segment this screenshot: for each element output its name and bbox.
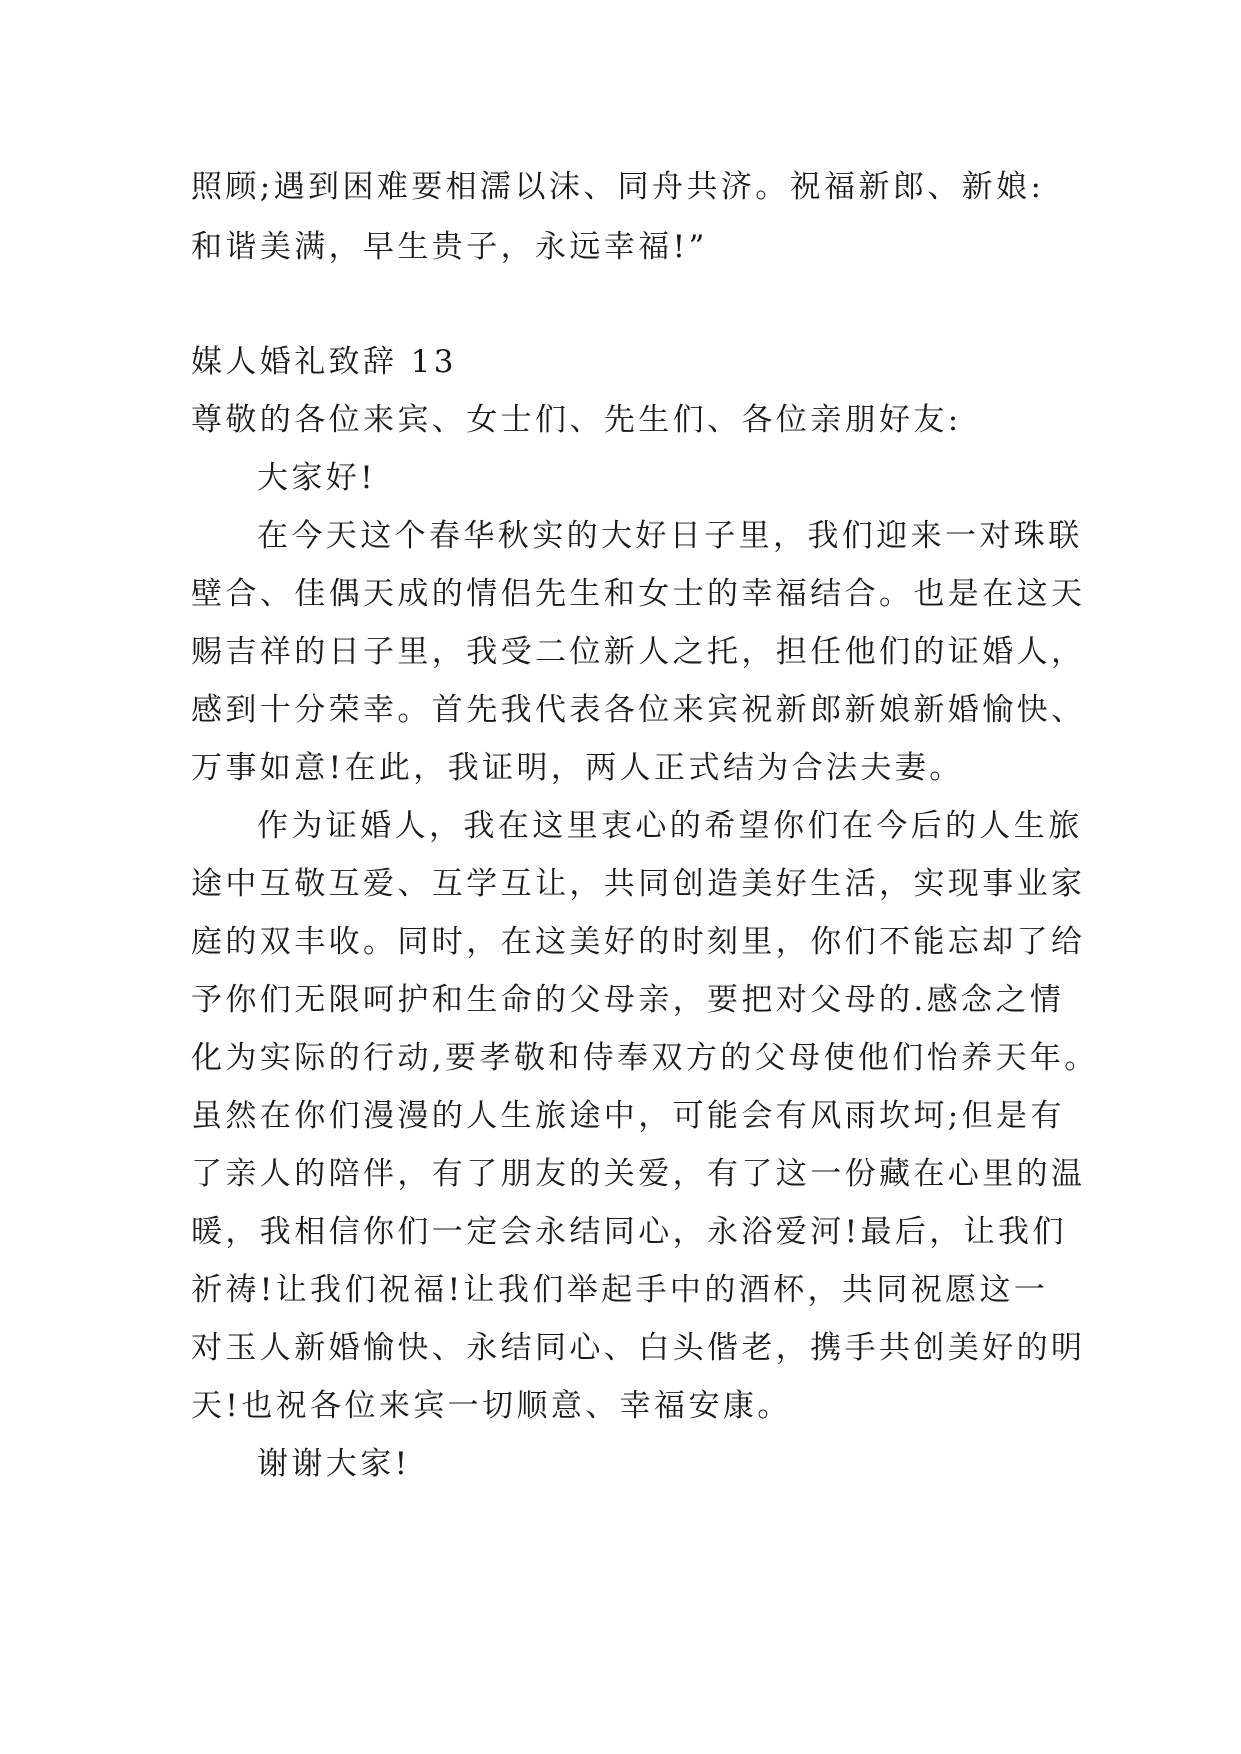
paragraph2-line-11: 天!也祝各位来宾一切顺意、幸福安康。 xyxy=(191,1388,792,1424)
paragraph1-line-4: 感到十分荣幸。首先我代表各位来宾祝新郎新娘新婚愉快、 xyxy=(191,692,1086,728)
paragraph2-line-2: 途中互敬互爱、互学互让，共同创造美好生活，实现事业家 xyxy=(191,866,1086,902)
greeting: 大家好! xyxy=(257,460,377,496)
prev-section-line-2: 和谐美满，早生贵子，永远幸福!” xyxy=(191,229,708,265)
paragraph2-line-1: 作为证婚人，我在这里衷心的希望你们在今后的人生旅 xyxy=(257,808,1083,844)
salutation: 尊敬的各位来宾、女士们、先生们、各位亲朋好友: xyxy=(191,402,962,438)
paragraph1-line-2: 壁合、佳偶天成的情侣先生和女士的幸福结合。也是在这天 xyxy=(191,576,1086,612)
paragraph2-line-5: 化为实际的行动,要孝敬和侍奉双方的父母使他们怡养天年。 xyxy=(191,1040,1099,1076)
paragraph2-line-4: 予你们无限呵护和生命的父母亲，要把对父母的.感念之情 xyxy=(191,982,1065,1018)
paragraph1-line-3: 赐吉祥的日子里，我受二位新人之托，担任他们的证婚人， xyxy=(191,634,1086,670)
paragraph1-line-1: 在今天这个春华秋实的大好日子里，我们迎来一对珠联 xyxy=(257,518,1083,554)
paragraph2-line-3: 庭的双丰收。同时，在这美好的时刻里，你们不能忘却了给 xyxy=(191,924,1086,960)
prev-section-line-1: 照顾;遇到困难要相濡以沫、同舟共济。祝福新郎、新娘: xyxy=(191,169,1045,205)
paragraph2-line-9: 祈祷!让我们祝福!让我们举起手中的酒杯，共同祝愿这一 xyxy=(191,1272,1049,1308)
paragraph2-line-10: 对玉人新婚愉快、永结同心、白头偕老，携手共创美好的明 xyxy=(191,1330,1086,1366)
paragraph2-line-7: 了亲人的陪伴，有了朋友的关爱，有了这一份藏在心里的温 xyxy=(191,1156,1086,1192)
section-title: 媒人婚礼致辞 13 xyxy=(191,344,457,380)
paragraph2-line-8: 暖，我相信你们一定会永结同心，永浴爱河!最后，让我们 xyxy=(191,1214,1067,1250)
paragraph1-line-5: 万事如意!在此，我证明，两人正式结为合法夫妻。 xyxy=(191,750,964,786)
paragraph2-line-6: 虽然在你们漫漫的人生旅途中，可能会有风雨坎坷;但是有 xyxy=(191,1098,1065,1134)
closing: 谢谢大家! xyxy=(257,1446,411,1482)
